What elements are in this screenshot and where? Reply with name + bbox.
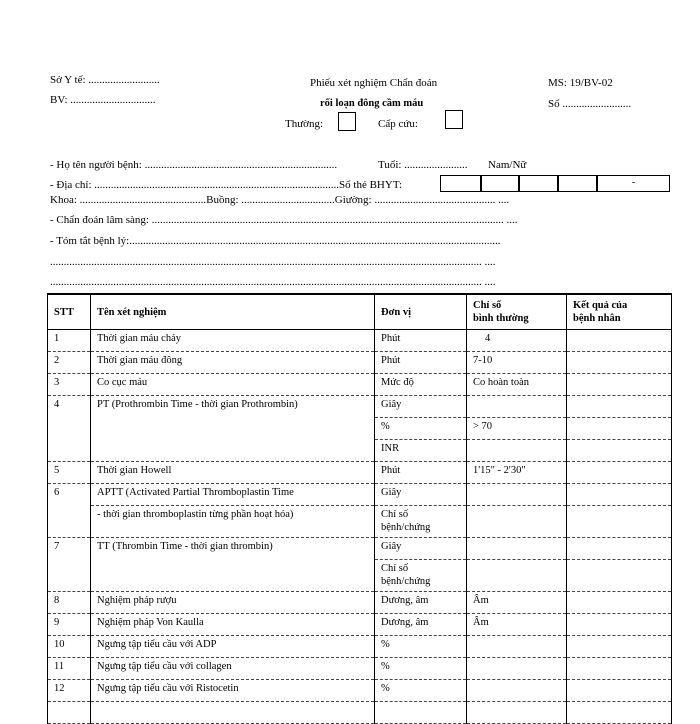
cell-unit: Dương, âm [375, 592, 467, 614]
thuong-label: Thường: [285, 118, 324, 130]
header-stt: STT [48, 294, 91, 330]
cell-unit: Phút [375, 330, 467, 352]
cell-name: Ngưng tập tiểu cầu với collagen [91, 658, 375, 680]
cell-stt: 2 [48, 352, 91, 374]
bhyt-box-3[interactable] [519, 175, 558, 192]
dia-chi-field: - Địa chỉ: .........................................................................................Số thẻ BHYT: [50, 179, 403, 191]
cell-unit: Chỉ số bệnh/chứng [375, 506, 467, 538]
cell-unit: Phút [375, 462, 467, 484]
cell-normal [467, 506, 567, 538]
table-row [48, 396, 672, 418]
nam-nu-field: Nam/Nữ [488, 159, 527, 171]
table-row [48, 702, 672, 724]
cell-result[interactable] [567, 440, 672, 462]
cell-stt: 8 [48, 592, 91, 614]
cell-stt: 6 [48, 484, 91, 538]
form-title-line1: Phiếu xét nghiệm Chẩn đoán [310, 77, 438, 89]
bhyt-box-4[interactable] [558, 175, 597, 192]
cell-result[interactable] [567, 396, 672, 418]
cell-unit: Giây [375, 396, 467, 418]
table-row [48, 484, 672, 506]
cell-name: Thời gian máu chảy [91, 330, 375, 352]
bv-field: BV: ............................... [50, 94, 156, 106]
so-y-te-field: Sở Y tế: .......................... [50, 74, 160, 86]
cell-result[interactable] [567, 506, 672, 538]
header-chi-so: Chỉ số bình thường [467, 294, 567, 330]
cell-name: Nghiệm pháp Von Kaulla [91, 614, 375, 636]
tom-tat-field: - Tóm tắt bệnh lý:....................................................................................................................................... [50, 235, 501, 247]
cell-stt: 12 [48, 680, 91, 702]
cap-cuu-label: Cấp cứu: [378, 118, 418, 130]
header-ket-qua: Kết quả của bệnh nhân [567, 294, 672, 330]
cell-normal [467, 538, 567, 560]
cell-name: Thời gian máu đông [91, 352, 375, 374]
cell-name: Co cục máu [91, 374, 375, 396]
cell-unit: % [375, 680, 467, 702]
cell-unit: Mức độ [375, 374, 467, 396]
cell-normal: 1'15" - 2'30" [467, 462, 567, 484]
cell-result[interactable] [567, 462, 672, 484]
table-row [48, 614, 672, 636]
cell-unit: % [375, 636, 467, 658]
cell-stt: 5 [48, 462, 91, 484]
chan-doan-field: - Chẩn đoán lâm sàng: ................................................................................................................................ .... [50, 214, 518, 226]
cell-unit: INR [375, 440, 467, 462]
cell-result[interactable] [567, 658, 672, 680]
cell-normal: Âm [467, 592, 567, 614]
table-row [48, 506, 672, 538]
table-row [48, 462, 672, 484]
cell-result[interactable] [567, 592, 672, 614]
cell-name: TT (Thrombin Time - thời gian thrombin) [91, 538, 375, 592]
form-title-line2: rối loạn đông cầm máu [320, 98, 424, 109]
cell-name: Ngưng tập tiểu cầu với ADP [91, 636, 375, 658]
cell-result[interactable] [567, 680, 672, 702]
bhyt-box-5[interactable]: - [597, 175, 670, 192]
ho-ten-field: - Họ tên người bệnh: ...................................................................... [50, 159, 338, 171]
cell-result[interactable] [567, 330, 672, 352]
thuong-checkbox[interactable] [338, 112, 356, 131]
cell-stt: 9 [48, 614, 91, 636]
cell-unit: Chỉ số bệnh/chứng [375, 560, 467, 592]
cell-name: Thời gian Howell [91, 462, 375, 484]
cell-result[interactable] [567, 374, 672, 396]
cell-normal [467, 680, 567, 702]
dotted-line: ............................................................................................................................................................. .... [50, 276, 496, 288]
cell-normal: Âm [467, 614, 567, 636]
tuoi-field: Tuổi: ....................... [378, 159, 468, 171]
cell-unit: % [375, 658, 467, 680]
cell-normal [467, 440, 567, 462]
ms-code: MS: 19/BV-02 [548, 77, 613, 89]
cell-normal [467, 636, 567, 658]
cell-result[interactable] [567, 702, 672, 724]
cell-result[interactable] [567, 538, 672, 560]
cell-normal [467, 484, 567, 506]
cell-stt: 4 [48, 396, 91, 462]
table-header-row [48, 294, 672, 330]
cell-unit: % [375, 418, 467, 440]
cell-normal [467, 658, 567, 680]
table-row [48, 330, 672, 352]
khoa-buong-giuong-line: Khoa: ..............................................Buồng: ..................................Giường: ............................................ .... [50, 194, 510, 206]
cell-name: Nghiệm pháp rượu [91, 592, 375, 614]
cell-unit: Phút [375, 352, 467, 374]
header-don-vi: Đơn vị [375, 294, 467, 330]
cell-stt: 1 [48, 330, 91, 352]
table-row [48, 680, 672, 702]
table-row [48, 352, 672, 374]
cell-name: PT (Prothrombin Time - thời gian Prothrombin) [91, 396, 375, 462]
cell-name [91, 702, 375, 724]
cell-normal [467, 702, 567, 724]
cell-unit: Dương, âm [375, 614, 467, 636]
cell-stt [48, 702, 91, 724]
cell-name: APTT (Activated Partial Thromboplastin Time [91, 484, 375, 506]
so-field: Số ......................... [548, 98, 632, 110]
cell-result[interactable] [567, 614, 672, 636]
cell-unit [375, 702, 467, 724]
cell-name: Ngưng tập tiểu cầu với Ristocetin [91, 680, 375, 702]
cell-stt: 10 [48, 636, 91, 658]
cell-result[interactable] [567, 636, 672, 658]
table-row [48, 538, 672, 560]
table-row [48, 592, 672, 614]
cell-stt: 3 [48, 374, 91, 396]
bhyt-box-2[interactable] [481, 175, 519, 192]
table-row [48, 636, 672, 658]
test-table [47, 293, 672, 724]
cell-unit: Giây [375, 484, 467, 506]
cell-normal: 4 [467, 330, 567, 352]
cell-normal [467, 560, 567, 592]
cell-normal: Co hoàn toàn [467, 374, 567, 396]
table-row [48, 658, 672, 680]
cell-normal: 7-10 [467, 352, 567, 374]
cell-result[interactable] [567, 418, 672, 440]
cell-normal: > 70 [467, 418, 567, 440]
cell-name: - thời gian thromboplastin từng phần hoạt hóa) [91, 506, 375, 538]
dotted-line: ............................................................................................................................................................. .... [50, 256, 496, 268]
table-row [48, 374, 672, 396]
bhyt-box-1[interactable] [440, 175, 481, 192]
cell-stt: 7 [48, 538, 91, 592]
cap-cuu-checkbox[interactable] [445, 110, 463, 129]
cell-result[interactable] [567, 352, 672, 374]
cell-result[interactable] [567, 560, 672, 592]
header-ten-xet-nghiem: Tên xét nghiệm [91, 294, 375, 330]
cell-result[interactable] [567, 484, 672, 506]
cell-stt: 11 [48, 658, 91, 680]
cell-normal [467, 396, 567, 418]
cell-unit: Giây [375, 538, 467, 560]
